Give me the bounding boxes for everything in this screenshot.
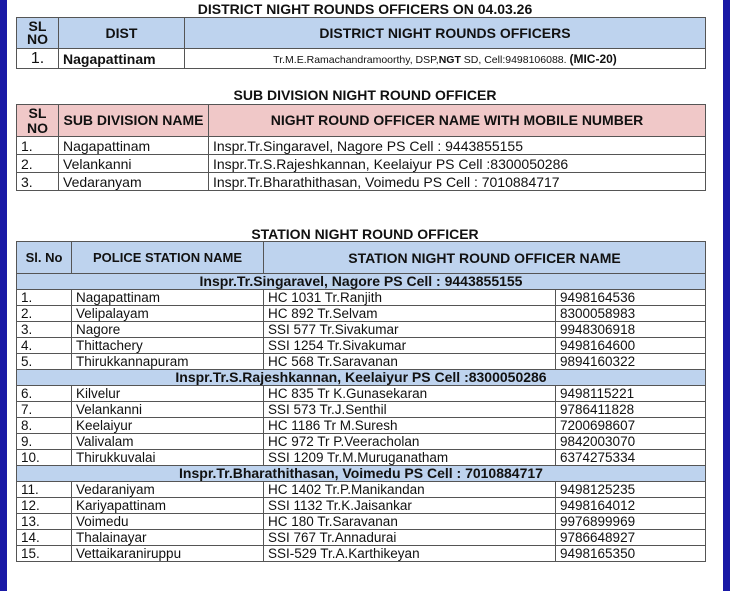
name-cell: Vedaranyam <box>59 173 209 191</box>
table-row <box>17 155 706 173</box>
cell-number: 7200698607 <box>556 418 706 434</box>
officer-cell: HC 180 Tr.Saravanan <box>264 514 556 530</box>
table-row <box>17 386 706 402</box>
station-cell: Kariyapattinam <box>72 498 264 514</box>
officer-cell: SSI 1132 Tr.K.Jaisankar <box>264 498 556 514</box>
station-cell: Vedaraniyam <box>72 482 264 498</box>
district-table <box>16 17 706 69</box>
dist-cell: Nagapattinam <box>59 49 185 69</box>
sl-cell: 15. <box>17 546 72 562</box>
group-header: Inspr.Tr.Bharathithasan, Voimedu PS Cell : 7010884717 <box>17 466 706 482</box>
station-cell: Thittachery <box>72 338 264 354</box>
officer-cell: HC 1186 Tr M.Suresh <box>264 418 556 434</box>
officer-text-rest: SD, Cell:9498106088. <box>460 53 567 66</box>
group-header: Inspr.Tr.S.Rajeshkannan, Keelaiyur PS Cell :8300050286 <box>17 370 706 386</box>
table-row <box>17 418 706 434</box>
officer-cell: HC 1031 Tr.Ranjith <box>264 290 556 306</box>
district-title: DISTRICT NIGHT ROUNDS OFFICERS ON 04.03.26 <box>197 1 533 17</box>
cell-number: 9842003070 <box>556 434 706 450</box>
cell-number: 9498164600 <box>556 338 706 354</box>
officer-cell: SSI 577 Tr.Sivakumar <box>264 322 556 338</box>
officer-cell: HC 568 Tr.Saravanan <box>264 354 556 370</box>
sl-cell: 6. <box>17 386 72 402</box>
sl-cell: 2. <box>17 155 59 173</box>
station-table <box>16 241 706 562</box>
cell-number: 9498115221 <box>556 386 706 402</box>
table-row <box>17 290 706 306</box>
station-cell: Valivalam <box>72 434 264 450</box>
table-row <box>17 530 706 546</box>
table-row <box>17 498 706 514</box>
station-cell: Velankanni <box>72 402 264 418</box>
header-officer: NIGHT ROUND OFFICER NAME WITH MOBILE NUMBER <box>209 105 706 137</box>
station-cell: Nagore <box>72 322 264 338</box>
officer-cell: HC 835 Tr K.Gunasekaran <box>264 386 556 402</box>
sl-cell: 1. <box>17 49 59 69</box>
sl-cell: 3. <box>17 322 72 338</box>
sl-cell: 12. <box>17 498 72 514</box>
sl-cell: 5. <box>17 354 72 370</box>
sl-cell: 4. <box>17 338 72 354</box>
header-dist: DIST <box>59 18 185 49</box>
sl-cell: 3. <box>17 173 59 191</box>
table-row <box>17 546 706 562</box>
officer-cell: SSI 1209 Tr.M.Muruganatham <box>264 450 556 466</box>
cell-number: 9948306918 <box>556 322 706 338</box>
officer-cell: Inspr.Tr.S.Rajeshkannan, Keelaiyur PS Cell :8300050286 <box>209 155 706 173</box>
cell-number: 9894160322 <box>556 354 706 370</box>
officer-cell: Inspr.Tr.Singaravel, Nagore PS Cell : 9443855155 <box>209 137 706 155</box>
cell-number: 9786648927 <box>556 530 706 546</box>
sl-cell: 7. <box>17 402 72 418</box>
sl-cell: 8. <box>17 418 72 434</box>
station-cell: Thalainayar <box>72 530 264 546</box>
sl-cell: 2. <box>17 306 72 322</box>
officer-cell: SSI 767 Tr.Annadurai <box>264 530 556 546</box>
sl-cell: 1. <box>17 290 72 306</box>
cell-number: 8300058983 <box>556 306 706 322</box>
officer-cell: Inspr.Tr.Bharathithasan, Voimedu PS Cell : 7010884717 <box>209 173 706 191</box>
table-row <box>17 354 706 370</box>
table-row <box>17 49 706 69</box>
table-row <box>17 450 706 466</box>
station-cell: Thirukkannapuram <box>72 354 264 370</box>
group-header: Inspr.Tr.Singaravel, Nagore PS Cell : 9443855155 <box>17 274 706 290</box>
cell-number: 9786411828 <box>556 402 706 418</box>
station-cell: Kilvelur <box>72 386 264 402</box>
sl-cell: 14. <box>17 530 72 546</box>
sl-cell: 11. <box>17 482 72 498</box>
table-row <box>17 482 706 498</box>
officer-ngt: NGT <box>438 53 461 66</box>
officer-cell: SSI 573 Tr.J.Senthil <box>264 402 556 418</box>
officer-cell: HC 892 Tr.Selvam <box>264 306 556 322</box>
sl-cell: 9. <box>17 434 72 450</box>
table-row <box>17 402 706 418</box>
sl-cell: 13. <box>17 514 72 530</box>
subdivision-table <box>16 104 706 191</box>
header-sl: Sl. No <box>17 242 72 274</box>
table-row <box>17 173 706 191</box>
cell-number: 9498165350 <box>556 546 706 562</box>
officer-cell: SSI 1254 Tr.Sivakumar <box>264 338 556 354</box>
station-cell: Voimedu <box>72 514 264 530</box>
station-cell: Thirukkuvalai <box>72 450 264 466</box>
officer-text: Tr.M.E.Ramachandramoorthy, DSP, <box>273 53 439 66</box>
officer-code: (MIC-20) <box>569 51 617 66</box>
table-row <box>17 137 706 155</box>
station-cell: Vettaikaraniruppu <box>72 546 264 562</box>
officer-cell: HC 972 Tr P.Veeracholan <box>264 434 556 450</box>
name-cell: Velankanni <box>59 155 209 173</box>
table-row <box>17 322 706 338</box>
cell-number: 6374275334 <box>556 450 706 466</box>
station-title: STATION NIGHT ROUND OFFICER <box>251 226 479 242</box>
header-officer: STATION NIGHT ROUND OFFICER NAME <box>264 242 706 274</box>
header-officers: DISTRICT NIGHT ROUNDS OFFICERS <box>185 18 706 49</box>
table-row <box>17 306 706 322</box>
cell-number: 9498125235 <box>556 482 706 498</box>
header-station: POLICE STATION NAME <box>72 242 264 274</box>
officer-cell: HC 1402 Tr.P.Manikandan <box>264 482 556 498</box>
table-row <box>17 434 706 450</box>
sl-cell: 1. <box>17 137 59 155</box>
name-cell: Nagapattinam <box>59 137 209 155</box>
header-subdivision: SUB DIVISION NAME <box>59 105 209 137</box>
station-cell: Velipalayam <box>72 306 264 322</box>
station-cell: Keelaiyur <box>72 418 264 434</box>
cell-number: 9498164536 <box>556 290 706 306</box>
sl-cell: 10. <box>17 450 72 466</box>
table-row <box>17 338 706 354</box>
officer-cell <box>185 49 706 69</box>
cell-number: 9498164012 <box>556 498 706 514</box>
cell-number: 9976899969 <box>556 514 706 530</box>
header-sl: SL NO <box>17 18 59 49</box>
table-row <box>17 514 706 530</box>
station-cell: Nagapattinam <box>72 290 264 306</box>
subdivision-title: SUB DIVISION NIGHT ROUND OFFICER <box>233 87 497 103</box>
officer-cell: SSI-529 Tr.A.Karthikeyan <box>264 546 556 562</box>
header-sl: SL NO <box>17 105 59 137</box>
